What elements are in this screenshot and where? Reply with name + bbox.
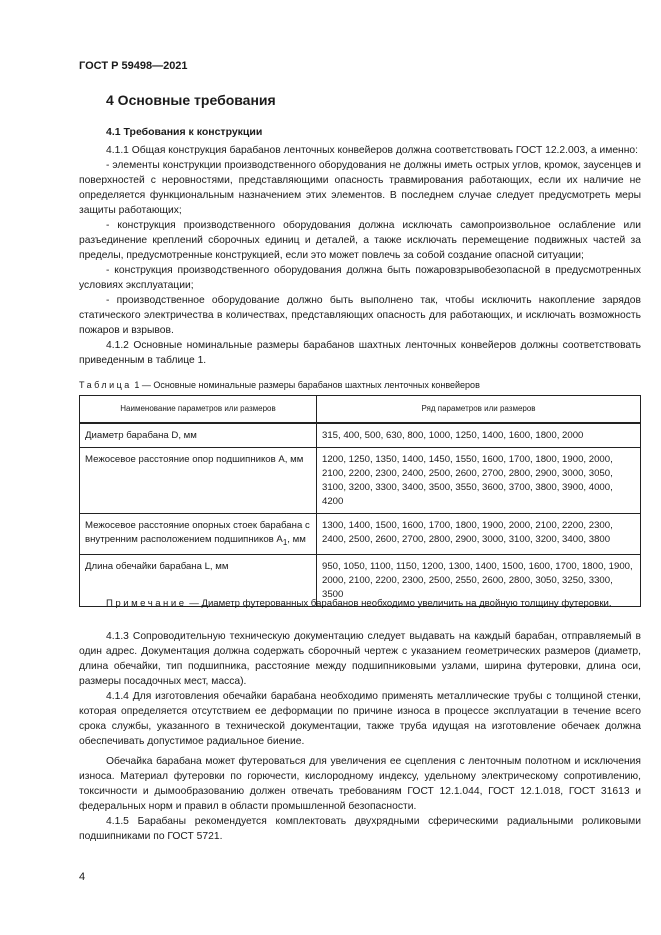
param-values: 315, 400, 500, 630, 800, 1000, 1250, 1400, 1600, 1800, 2000: [317, 423, 641, 448]
table-note: [79, 597, 641, 611]
subscript: 1: [282, 537, 288, 547]
param-name-text: Межосевое расстояние опорных стоек барабана с внутренним расположением подшипников А: [85, 520, 310, 545]
paragraph: - конструкция производственного оборудования должна быть пожаровзрывобезопасной в предусмотренных условиях эксплуатации;: [79, 265, 641, 291]
subsection-title: 4.1 Требования к конструкции: [106, 126, 263, 138]
page-number: 4: [79, 871, 86, 883]
param-name: Диаметр барабана D, мм: [80, 423, 317, 448]
paragraph: - конструкция производственного оборудования должна исключать самопроизвольное ослабление или разъединение креплений сборочных единиц и деталей, а также исключать перемещение подвижных частей за пределы, предусмотренные конструкцией, если это может повлечь за собой создание опасной ситуации;: [79, 220, 641, 261]
document-header: ГОСТ Р 59498—2021: [79, 60, 188, 72]
param-values: 950, 1050, 1100, 1150, 1200, 1300, 1400, 1500, 1600, 1700, 1800, 1900, 2000, 2100, 2200, 2300, 2500, 2550, 2600, 2800, 3050, 3250, 3300, 3500: [317, 554, 641, 606]
paragraph: 4.1.5 Барабаны рекомендуется комплектовать двухрядными сферическими радиальными роликовыми подшипниками по ГОСТ 5721.: [79, 816, 641, 842]
note-text: — Диаметр футерованных барабанов необходимо увеличить на двойную толщину футеровки.: [186, 598, 612, 609]
table-row: [80, 448, 641, 514]
paragraph: 4.1.3 Сопроводительную техническую документацию следует выдавать на каждый барабан, отправляемый в один адрес. Документация должна содержать сборочный чертеж с указанием геометрических размеров (диаметр, длина обечайки, тип подшипника, расстояние между подшипниковыми узлами, ширина футеровки, длина оси, размеры посадочных мест, масса).: [79, 631, 641, 687]
paragraph: Обечайка барабана может футероваться для увеличения ее сцепления с ленточным полотном и исключения износа. Материал футеровки по горючести, кислородному индексу, удельному электрическому сопротивлению, токсичности и дымообразованию должен отвечать требованиям ГОСТ 12.1.044, ГОСТ 12.1.018, ГОСТ 31613 и федеральных норм и правил в области промышленной безопасности.: [79, 756, 641, 812]
caption-label: Таблица: [79, 380, 132, 390]
paragraph: 4.1.2 Основные номинальные размеры барабанов шахтных ленточных конвейеров должны соответствовать приведенным в таблице 1.: [79, 340, 641, 366]
table-row: [80, 514, 641, 555]
param-name: [80, 514, 317, 555]
dimensions-table: [79, 395, 641, 607]
param-name: Длина обечайки барабана L, мм: [80, 554, 317, 606]
column-header: Наименование параметров или размеров: [80, 396, 317, 424]
paragraph: 4.1.1 Общая конструкция барабанов ленточных конвейеров должна соответствовать ГОСТ 12.2.003, а именно:: [106, 145, 639, 156]
paragraph: 4.1.4 Для изготовления обечайки барабана необходимо применять металлические трубы с толщиной стенки, которая определяется отсутствием ее деформации по причине износа в процессе эксплуатации в течение всего срока службы, указанного в технической документации, также труба идущая на изготовление обечаек должна обеспечивать допустимое радиальное биение.: [79, 691, 641, 747]
table-row: [80, 423, 641, 448]
column-header: Ряд параметров или размеров: [317, 396, 641, 424]
table-header-row: [80, 396, 641, 424]
paragraph: - производственное оборудование должно быть выполнено так, чтобы исключить накопление зарядов статического электричества в количествах, представляющих опасность для работающих, и исключать возможность пожаров и взрывов.: [79, 295, 641, 336]
table-caption: [79, 380, 480, 390]
section-title: 4 Основные требования: [106, 92, 276, 108]
note-label: Примечание: [106, 598, 187, 609]
caption-text: 1 — Основные номинальные размеры барабанов шахтных ленточных конвейеров: [134, 380, 480, 390]
param-name-unit: , мм: [287, 534, 306, 545]
paragraph: - элементы конструкции производственного оборудования не должны иметь острых углов, кромок, заусенцев и поверхностей с неровностями, представляющими опасность травмирования работающих, если их наличие не определяется функциональным назначением этих элементов. В последнем случае следует предусмотреть меры защиты работающих;: [79, 160, 641, 216]
param-values: 1300, 1400, 1500, 1600, 1700, 1800, 1900, 2000, 2100, 2200, 2300, 2400, 2500, 2600, 2700, 2800, 2900, 3000, 3100, 3200, 3400, 3800: [317, 514, 641, 555]
requirements-text-continued: [79, 629, 641, 844]
param-name: Межосевое расстояние опор подшипников А, мм: [80, 448, 317, 514]
param-values: 1200, 1250, 1350, 1400, 1450, 1550, 1600, 1700, 1800, 1900, 2000, 2100, 2200, 2300, 2400, 2500, 2600, 2700, 2800, 2900, 3000, 3050, 3100, 3200, 3300, 3400, 3500, 3550, 3600, 3700, 3800, 3900, 4000, 4200: [317, 448, 641, 514]
requirements-text: [79, 143, 641, 368]
